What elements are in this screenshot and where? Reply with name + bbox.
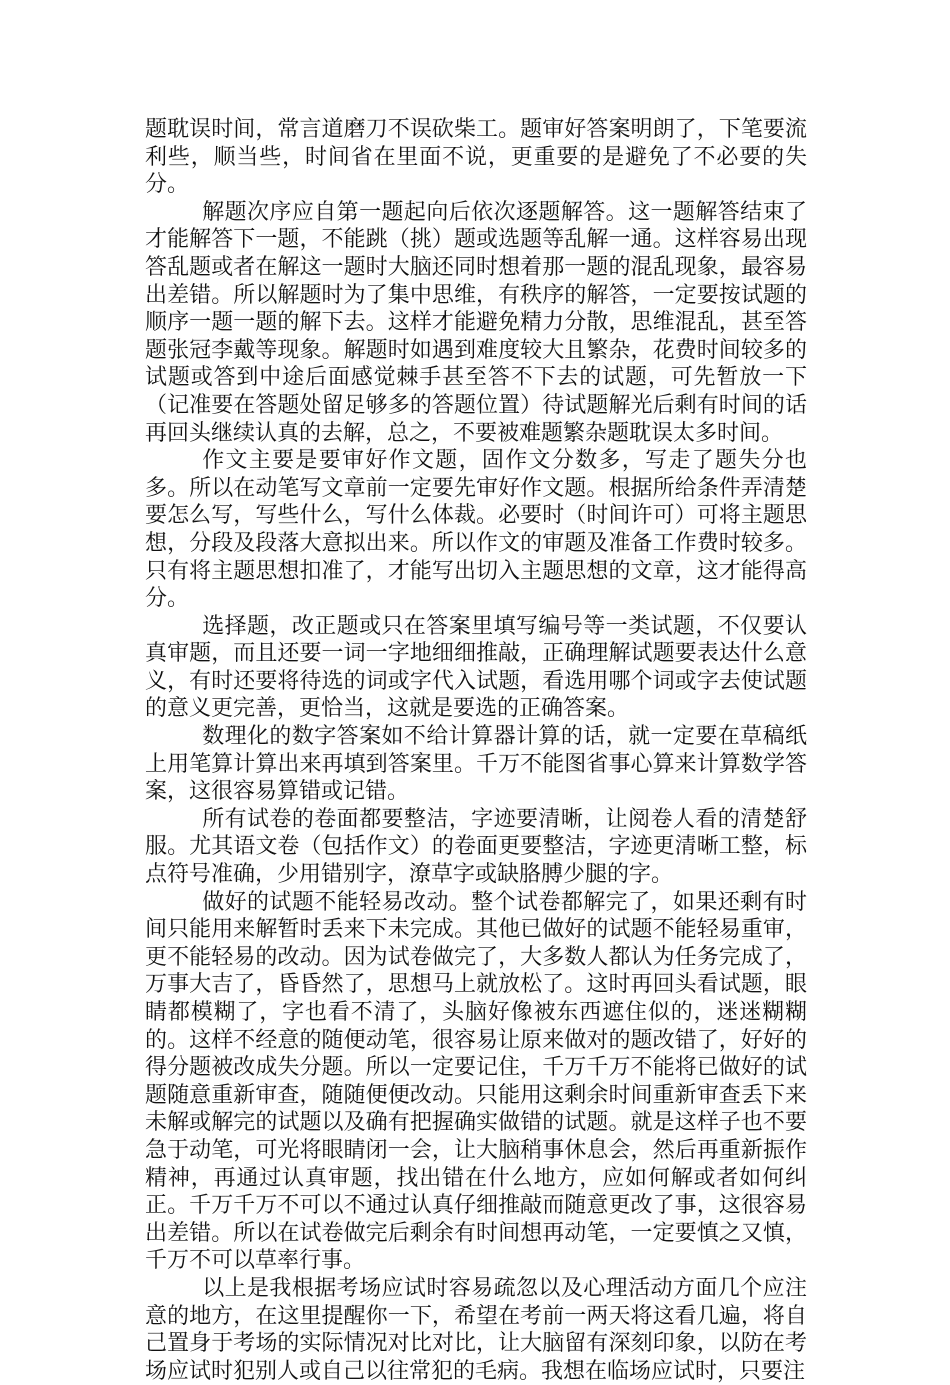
paragraph-answer-order: 解题次序应自第一题起向后依次逐题解答。这一题解答结束了才能解答下一题，不能跳（挑）题或选题等乱解一通。这样容易出现答乱题或者在解这一题时大脑还同时想着那一题的混乱现象，最容易出差错。所以解题时为了集中思维，有秩序的解答，一定要按试题的顺序一题一题的解下去。这样才能避免精力分散，思维混乱，甚至答题张冠李戴等现象。解题时如遇到难度较大且繁杂，花费时间较多的试题或答到中途后面感觉棘手甚至答不下去的试题，可先暂放一下（记准要在答题处留足够多的答题位置）待试题解光后剩有时间的话再回头继续认真的去解，总之，不要被难题繁杂题耽误太多时间。: [145, 199, 807, 446]
paragraph-math-answers: 数理化的数字答案如不给计算器计算的话，就一定要在草稿纸上用笔算计算出来再填到答案里。千万不能图省事心算来计算数学答案，这很容易算错或记错。: [145, 724, 807, 805]
paragraph-conclusion: 以上是我根据考场应试时容易疏忽以及心理活动方面几个应注意的地方，在这里提醒你一下，希望在考前一两天将这看几遍，将自己置身于考场的实际情况对比对比，让大脑留有深刻印象，以防在考场应试时犯别人或自己以往常犯的毛病。我想在临场应试时，只要注: [145, 1275, 807, 1384]
paragraph-multiple-choice: 选择题，改正题或只在答案里填写编号等一类试题，不仅要认真审题，而且还要一词一字地细细推敲，正确理解试题要表达什么意义，有时还要将待选的词或字代入试题，看选用哪个词或字去使试题的意义更完善，更恰当，这就是要选的正确答案。: [145, 613, 807, 722]
document-page: [145, 116, 807, 1385]
paragraph-no-changes: 做好的试题不能轻易改动。整个试卷都解完了，如果还剩有时间只能用来解暂时丢来下未完成。其他已做好的试题不能轻易重审，更不能轻易的改动。因为试卷做完了，大多数人都认为任务完成了，万事大吉了，昏昏然了，思想马上就放松了。这时再回头看试题，眼睛都模糊了，字也看不清了，头脑好像被东西遮住似的，迷迷糊糊的。这样不经意的随便动笔，很容易让原来做对的题改错了，好好的得分题被改成失分题。所以一定要记住，千万千万不能将已做好的试题随意重新审查，随随便便改动。只能用这剩余时间重新审查丢下来未解或解完的试题以及确有把握确实做错的试题。就是这样子也不要急于动笔，可光将眼睛闭一会，让大脑稍事休息会，然后再重新振作精神，再通过认真审题，找出错在什么地方，应如何解或者如何纠正。千万千万不可以不通过认真仔细推敲而随意更改了事，这很容易出差错。所以在试卷做完后剩余有时间想再动笔，一定要慎之又慎，千万不可以草率行事。: [145, 889, 807, 1274]
paragraph-continuation: 题耽误时间，常言道磨刀不误砍柴工。题审好答案明朗了，下笔要流利些，顺当些，时间省在里面不说，更重要的是避免了不必要的失分。: [145, 117, 807, 198]
paragraph-essay: 作文主要是要审好作文题，固作文分数多，写走了题失分也多。所以在动笔写文章前一定要先审好作文题。根据所给条件弄清楚要怎么写，写些什么，写什么体裁。必要时（时间许可）可将主题思想，分段及段落大意拟出来。所以作文的审题及准备工作费时较多。只有将主题思想扣准了，才能写出切入主题思想的文章，这才能得高分。: [145, 448, 807, 612]
paragraph-neatness: 所有试卷的卷面都要整洁，字迹要清晰，让阅卷人看的清楚舒服。尤其语文卷（包括作文）的卷面更要整洁，字迹更清晰工整，标点符号准确，少用错别字，潦草字或缺胳膊少腿的字。: [145, 806, 807, 888]
